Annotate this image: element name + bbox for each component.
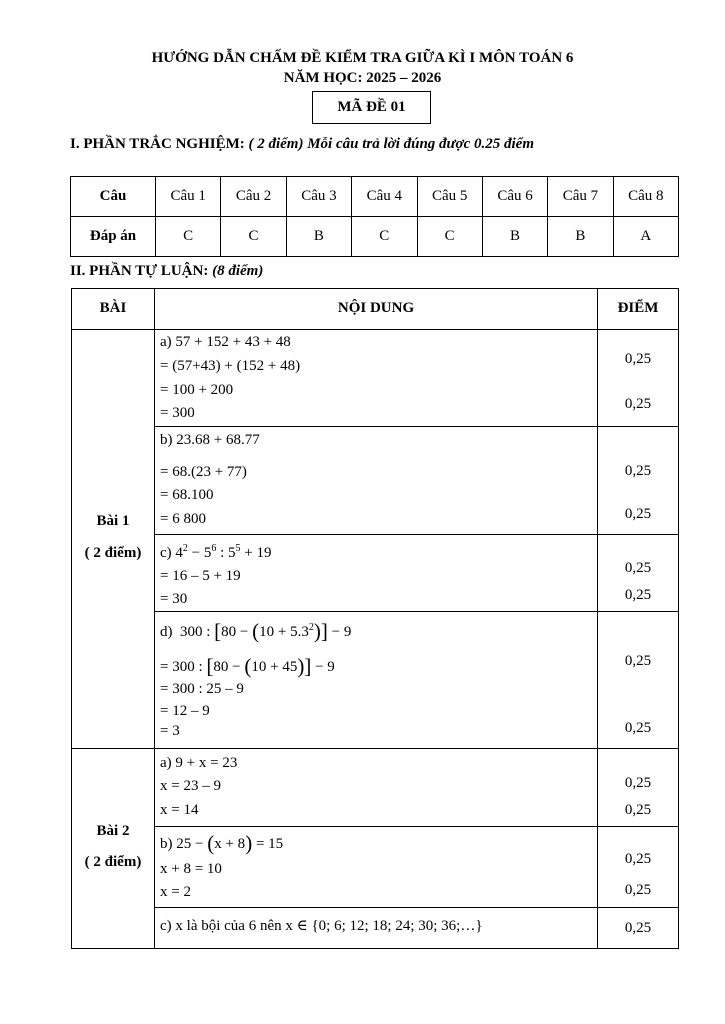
question-cell: Câu 7 <box>548 177 613 217</box>
answer-cell: C <box>417 217 482 257</box>
solution-line: = 68.100 <box>160 487 214 503</box>
score-value: 0,25 <box>624 587 652 603</box>
mcq-answer-table <box>70 176 679 257</box>
solution-line: = 12 – 9 <box>160 703 210 719</box>
row-divider <box>154 426 678 427</box>
score-value: 0,25 <box>624 351 652 367</box>
score-value: 0,25 <box>624 775 652 791</box>
solution-line: = 30 <box>160 591 188 607</box>
score-value: 0,25 <box>624 463 652 479</box>
school-year: NĂM HỌC: 2025 – 2026 <box>283 70 442 86</box>
row-divider <box>72 748 678 749</box>
score-value: 0,25 <box>624 720 652 736</box>
question-cell: Câu 1 <box>156 177 221 217</box>
answer-cell: C <box>221 217 286 257</box>
solution-line: = 300 : 25 – 9 <box>160 681 244 697</box>
table-row <box>71 177 679 217</box>
column-header-bai: BÀI <box>99 300 127 316</box>
solution-line: x = 23 – 9 <box>160 778 221 794</box>
solution-line-expression: d) 300 : $[80 - (10 + 5.3^2)] - 9$ <box>160 619 352 643</box>
solution-line: b) 23.68 + 68.77 <box>160 432 260 448</box>
row-divider <box>154 611 678 612</box>
row-divider <box>72 329 678 330</box>
column-header-content: NỘI DUNG <box>337 300 415 316</box>
part2-title: II. PHẦN TỰ LUẬN: <box>70 263 209 279</box>
solution-line: x + 8 = 10 <box>160 861 222 877</box>
part1-note: ( 2 điểm) Mỗi câu trả lời đúng được 0.25 điểm <box>248 136 534 152</box>
solution-line-expression: = 300 : [80 − (10 + 45)] − 9 <box>160 654 335 678</box>
score-value: 0,25 <box>624 851 652 867</box>
row-divider <box>154 826 678 827</box>
part2-note: (8 điểm) <box>212 263 264 279</box>
score-value: 0,25 <box>624 506 652 522</box>
column-header-points: ĐIỂM <box>617 300 659 316</box>
score-value: 0,25 <box>624 396 652 412</box>
part-prefix: b) <box>160 836 177 852</box>
part1-title: I. PHẦN TRẮC NGHIỆM: <box>70 136 245 152</box>
solution-line: x = 2 <box>160 884 191 900</box>
bai1-label: Bài 1 <box>96 513 130 529</box>
solution-line-expression: c) $4^2 - 5^6$ : $5^5 + 19$ <box>160 543 272 561</box>
solution-line: c) x là bội của 6 nên x ∈ {0; 6; 12; 18; 24; 30; 36;…} <box>160 918 483 934</box>
question-cell: Câu 3 <box>286 177 351 217</box>
score-value: 0,25 <box>624 802 652 818</box>
question-cell: Câu 4 <box>352 177 417 217</box>
score-value: 0,25 <box>624 920 652 936</box>
part2-heading <box>70 263 263 280</box>
solution-line: x = 14 <box>160 802 199 818</box>
answer-cell: C <box>352 217 417 257</box>
answer-cell: C <box>156 217 221 257</box>
solution-line: a) 57 + 152 + 43 + 48 <box>160 334 291 350</box>
question-cell: Câu 8 <box>613 177 678 217</box>
solution-line: = 16 – 5 + 19 <box>160 568 241 584</box>
solution-line: = 3 <box>160 723 180 739</box>
part1-heading <box>70 136 534 153</box>
bai2-points: ( 2 điểm) <box>84 854 142 870</box>
part-prefix: c) <box>160 545 176 561</box>
solution-line: = 300 <box>160 405 195 421</box>
solution-line: = (57+43) + (152 + 48) <box>160 358 301 374</box>
bai1-points: ( 2 điểm) <box>84 545 142 561</box>
answer-cell: B <box>548 217 613 257</box>
solution-line-expression: b) 25 − (x + 8) = 15 <box>160 831 284 855</box>
row-label-question: Câu <box>71 177 156 217</box>
row-divider <box>154 534 678 535</box>
question-cell: Câu 6 <box>482 177 547 217</box>
solution-line: = 100 + 200 <box>160 382 234 398</box>
exam-code-box: MÃ ĐỀ 01 <box>312 91 431 124</box>
row-divider <box>154 907 678 908</box>
question-cell: Câu 2 <box>221 177 286 217</box>
score-value: 0,25 <box>624 560 652 576</box>
answer-cell: B <box>482 217 547 257</box>
column-divider <box>154 289 155 948</box>
solution-line: a) 9 + x = 23 <box>160 755 238 771</box>
score-value: 0,25 <box>624 882 652 898</box>
question-cell: Câu 5 <box>417 177 482 217</box>
bai2-label: Bài 2 <box>96 823 130 839</box>
column-divider <box>597 289 598 948</box>
essay-grading-table <box>71 288 679 949</box>
document-title: HƯỚNG DẪN CHẤM ĐỀ KIỂM TRA GIỮA KÌ I MÔN TOÁN 6 <box>151 50 574 66</box>
solution-line: = 6 800 <box>160 511 206 527</box>
solution-line: = 68.(23 + 77) <box>160 464 247 480</box>
answer-cell: B <box>286 217 351 257</box>
table-row <box>71 217 679 257</box>
row-label-answer: Đáp án <box>71 217 156 257</box>
answer-cell: A <box>613 217 678 257</box>
part-prefix: d) <box>160 624 173 640</box>
score-value: 0,25 <box>624 653 652 669</box>
